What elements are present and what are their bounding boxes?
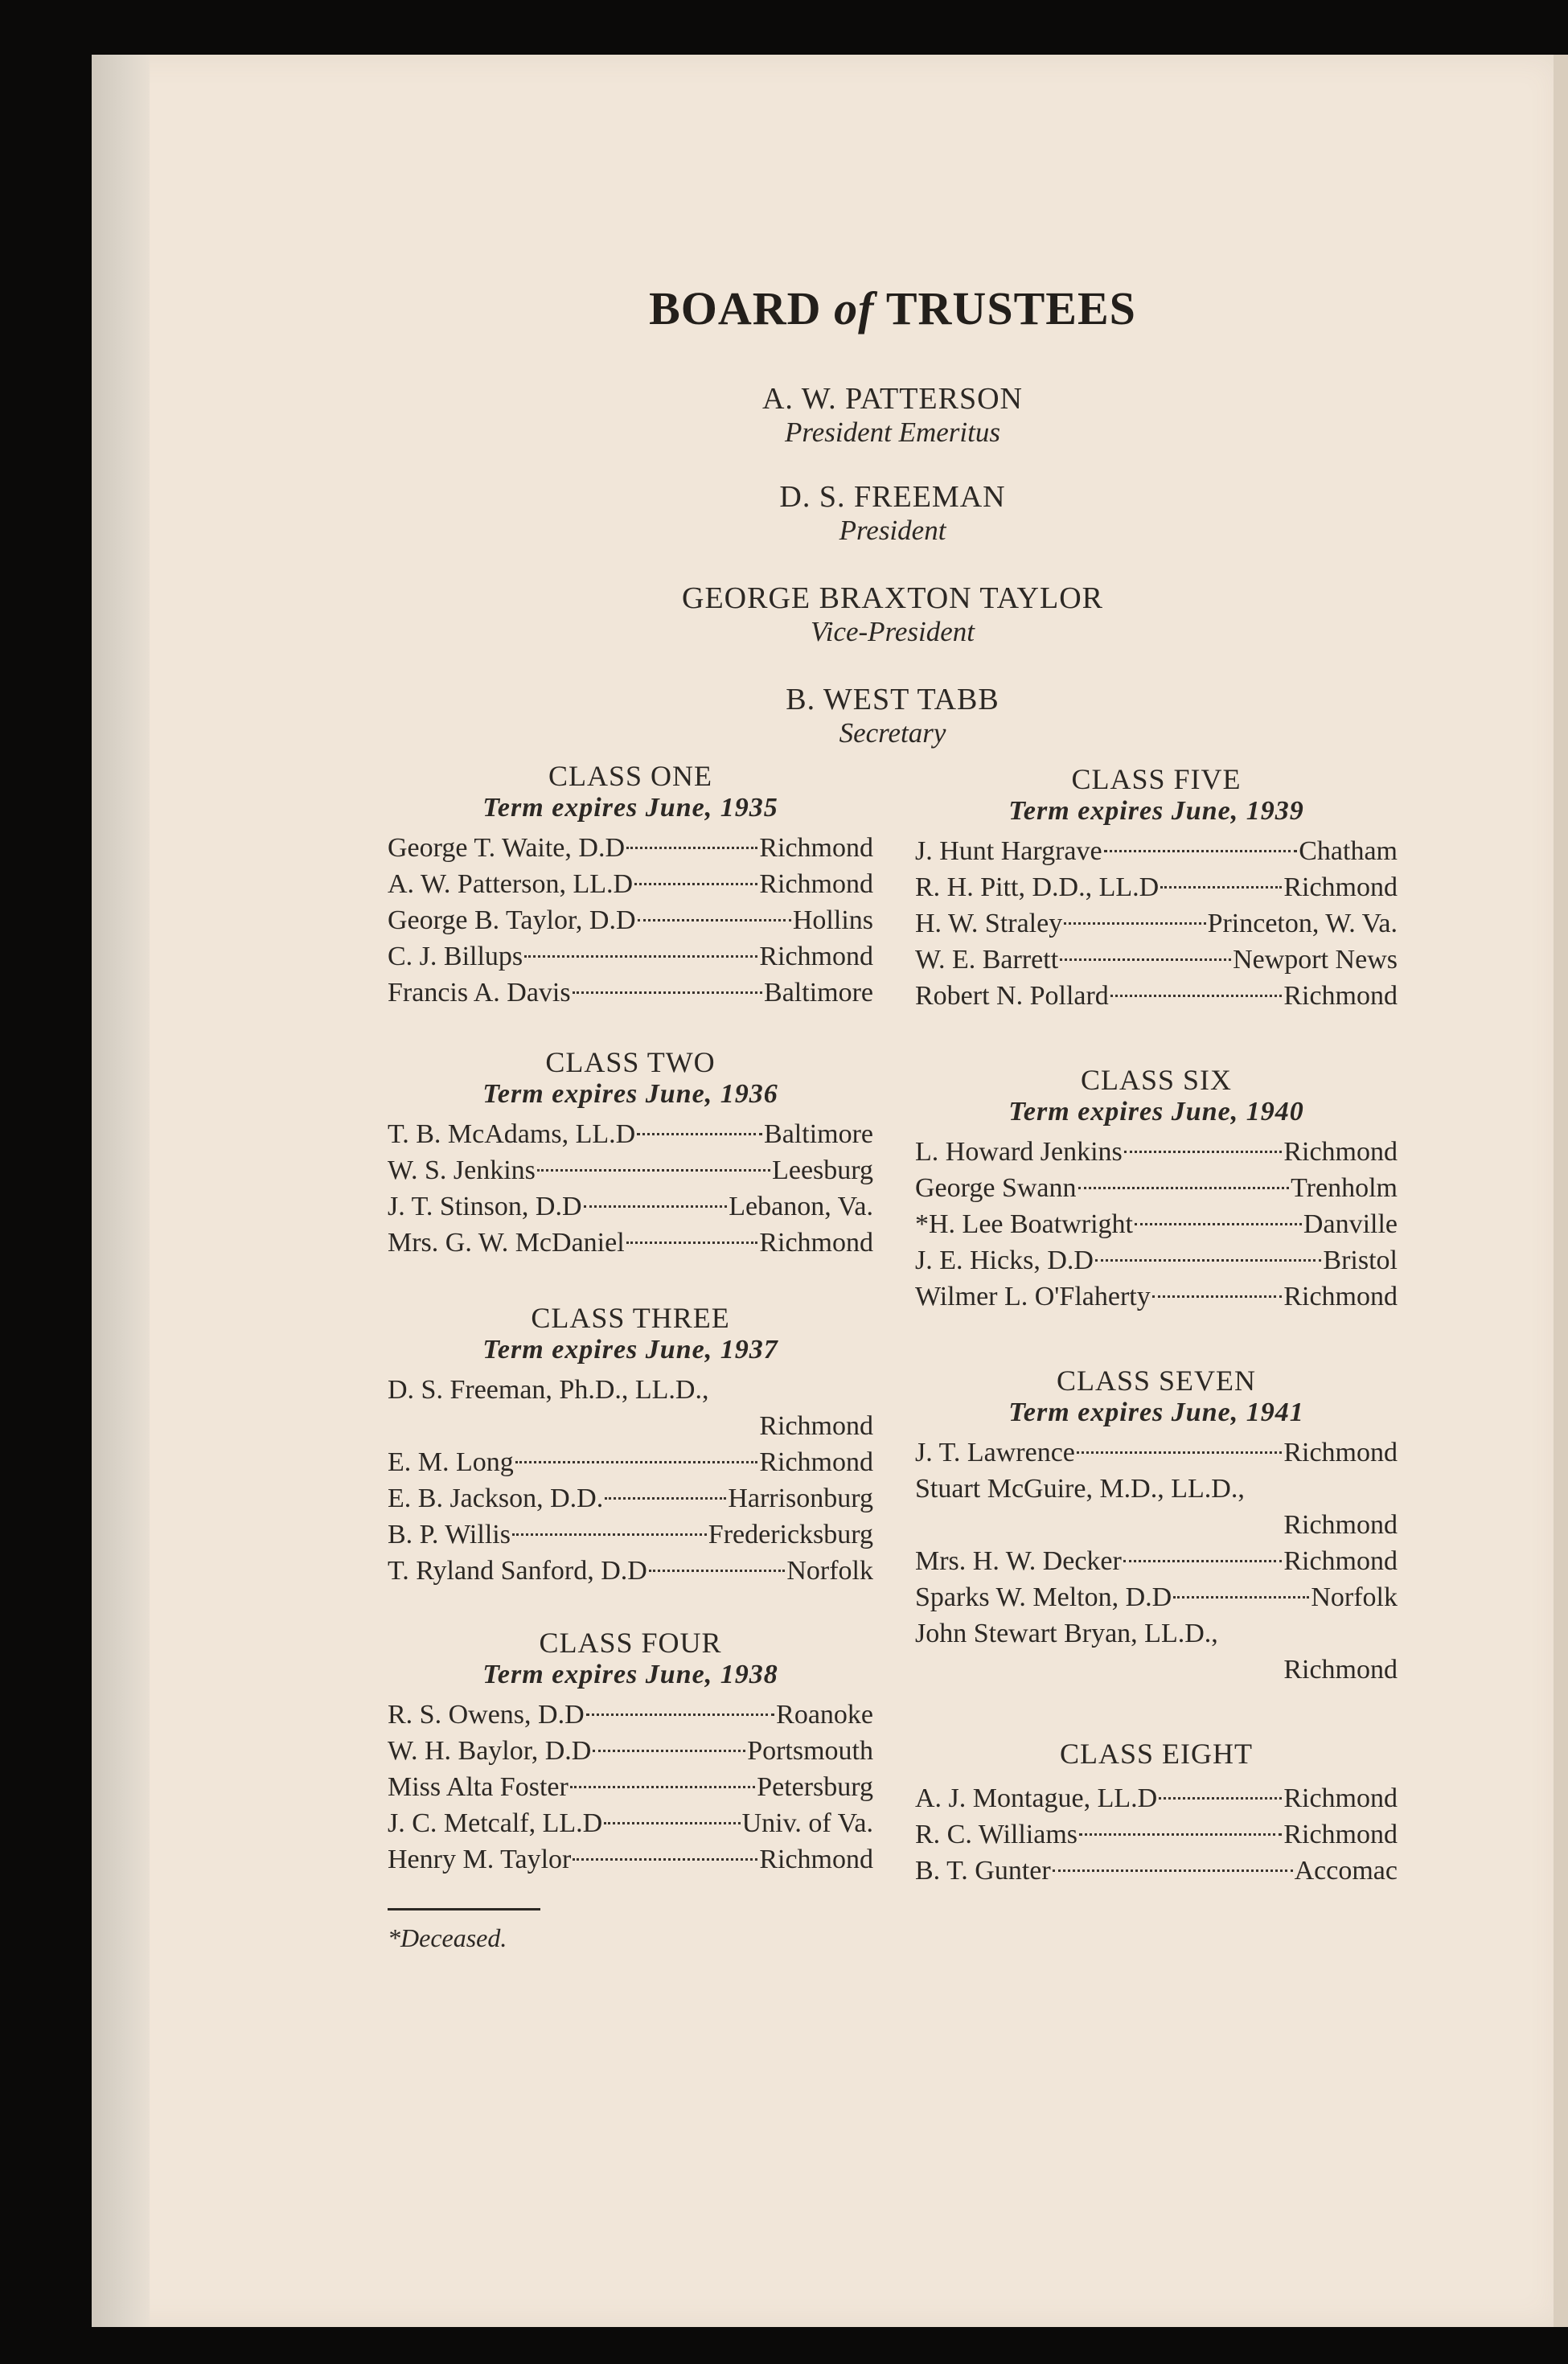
list-item [388, 938, 873, 975]
list-item [915, 1853, 1398, 1889]
member-name: Mrs. G. W. McDaniel [388, 1228, 625, 1258]
officer-block-president-emeritus [547, 381, 1238, 449]
title-end: TRUSTEES [885, 282, 1136, 334]
member-name: R. C. Williams [915, 1820, 1078, 1849]
list-item [915, 1579, 1398, 1615]
list-item [915, 1615, 1398, 1688]
member-name: George B. Taylor, D.D [388, 905, 636, 935]
member-name: George T. Waite, D.D [388, 833, 626, 863]
member-place: Petersburg [757, 1772, 873, 1802]
class-term: Term expires June, 1941 [1008, 1397, 1304, 1427]
officer-block-vice-president [547, 581, 1238, 648]
class-two [388, 1045, 873, 1261]
list-item [388, 1805, 873, 1841]
member-place: Richmond [1283, 872, 1398, 902]
member-place: Richmond [759, 869, 873, 899]
member-name: Sparks W. Melton, D.D [915, 1582, 1172, 1612]
class-eight [915, 1737, 1398, 1889]
member-name: J. T. Stinson, D.D [388, 1192, 582, 1221]
member-name: E. B. Jackson, D.D. [388, 1484, 604, 1513]
member-name: A. J. Montague, LL.D [915, 1783, 1158, 1813]
member-place: Richmond [759, 1845, 873, 1874]
list-item [915, 1816, 1398, 1853]
list-item [915, 1471, 1398, 1543]
member-place: Richmond [1283, 1655, 1398, 1685]
list-item [388, 830, 873, 866]
page-title [547, 281, 1238, 335]
list-item [388, 902, 873, 938]
officer-name: GEORGE BRAXTON TAYLOR [682, 581, 1103, 615]
title-main: BOARD [649, 282, 822, 334]
member-place: Accomac [1294, 1856, 1398, 1886]
member-name: B. T. Gunter [915, 1856, 1051, 1886]
member-name: George Swann [915, 1173, 1077, 1203]
list-item [915, 833, 1398, 869]
class-four [388, 1626, 873, 1878]
list-item [915, 978, 1398, 1014]
member-place: Richmond [1283, 1820, 1398, 1849]
member-place: Univ. of Va. [741, 1808, 873, 1838]
member-name: J. E. Hicks, D.D [915, 1246, 1094, 1275]
member-place: Roanoke [776, 1700, 873, 1730]
member-place: Richmond [1283, 1546, 1398, 1576]
class-three [388, 1301, 873, 1589]
list-item [915, 1170, 1398, 1206]
list-item [915, 942, 1398, 978]
member-place: Richmond [759, 942, 873, 971]
member-name: J. Hunt Hargrave [915, 836, 1102, 866]
officer-role: President [839, 515, 946, 546]
list-item [388, 975, 873, 1011]
class-heading: CLASS TWO [545, 1046, 716, 1078]
member-place: Richmond [1283, 1137, 1398, 1167]
list-item [388, 1516, 873, 1553]
officer-role: Vice-President [810, 616, 975, 647]
member-name: Stuart McGuire, M.D., LL.D., [915, 1474, 1245, 1504]
member-name: W. S. Jenkins [388, 1155, 536, 1185]
class-five [915, 762, 1398, 1014]
list-item [388, 1116, 873, 1152]
list-item [915, 1543, 1398, 1579]
title-of: of [834, 282, 875, 334]
list-item [388, 1372, 873, 1444]
list-item [388, 1480, 873, 1516]
class-heading: CLASS EIGHT [1059, 1738, 1253, 1770]
member-place: Fredericksburg [708, 1520, 873, 1549]
class-one [388, 759, 873, 1011]
list-item [388, 1841, 873, 1878]
class-term: Term expires June, 1936 [482, 1079, 778, 1109]
list-item [915, 1134, 1398, 1170]
member-name: W. H. Baylor, D.D [388, 1736, 592, 1766]
class-heading: CLASS SIX [1080, 1064, 1233, 1096]
class-heading: CLASS SEVEN [1056, 1365, 1257, 1397]
footnote: *Deceased. [388, 1923, 507, 1952]
list-item [915, 869, 1398, 905]
list-item [388, 1444, 873, 1480]
member-place: Trenholm [1291, 1173, 1398, 1203]
member-place: Bristol [1323, 1246, 1398, 1275]
list-item [915, 905, 1398, 942]
member-place: Princeton, W. Va. [1207, 909, 1398, 938]
class-term: Term expires June, 1939 [1008, 796, 1304, 826]
list-item [915, 1278, 1398, 1315]
class-heading: CLASS FOUR [539, 1627, 722, 1659]
member-name: John Stewart Bryan, LL.D., [915, 1619, 1218, 1648]
member-place: Richmond [1283, 1510, 1398, 1540]
facing-page-edge [1554, 55, 1568, 2327]
member-name: E. M. Long [388, 1447, 514, 1477]
member-place: Norfolk [786, 1556, 873, 1586]
member-name: Francis A. Davis [388, 978, 571, 1008]
member-place: Richmond [759, 1228, 873, 1258]
list-item [388, 1152, 873, 1188]
member-name: Miss Alta Foster [388, 1772, 569, 1802]
officer-name: A. W. PATTERSON [761, 382, 1023, 416]
class-heading: CLASS FIVE [1071, 763, 1242, 795]
list-item [915, 1434, 1398, 1471]
class-seven [915, 1364, 1398, 1688]
list-item [915, 1780, 1398, 1816]
list-item [388, 1733, 873, 1769]
member-name: Henry M. Taylor [388, 1845, 572, 1874]
member-place: Danville [1303, 1209, 1398, 1239]
list-item [388, 1225, 873, 1261]
member-place: Richmond [1283, 981, 1398, 1011]
list-item [915, 1206, 1398, 1242]
member-place: Richmond [759, 1447, 873, 1477]
class-heading: CLASS ONE [548, 760, 713, 792]
member-name: D. S. Freeman, Ph.D., LL.D., [388, 1375, 709, 1405]
member-name: Mrs. H. W. Decker [915, 1546, 1122, 1576]
member-place: Richmond [1283, 1282, 1398, 1311]
member-name: T. B. McAdams, LL.D [388, 1119, 636, 1149]
class-term: Term expires June, 1938 [482, 1660, 778, 1689]
member-place: Norfolk [1311, 1582, 1398, 1612]
member-place: Lebanon, Va. [729, 1192, 873, 1221]
member-name: Robert N. Pollard [915, 981, 1109, 1011]
officer-role: President Emeritus [785, 417, 1000, 448]
member-name: T. Ryland Sanford, D.D [388, 1556, 647, 1586]
member-name: L. Howard Jenkins [915, 1137, 1123, 1167]
page-edge [92, 55, 150, 2327]
list-item [915, 1242, 1398, 1278]
member-name: J. C. Metcalf, LL.D [388, 1808, 603, 1838]
member-name: R. S. Owens, D.D [388, 1700, 585, 1730]
member-place: Richmond [1283, 1783, 1398, 1813]
member-name: H. W. Straley [915, 909, 1063, 938]
class-heading: CLASS THREE [531, 1302, 730, 1334]
list-item [388, 866, 873, 902]
member-place: Harrisonburg [728, 1484, 873, 1513]
officer-name: B. WEST TABB [786, 683, 999, 716]
list-item [388, 1188, 873, 1225]
officer-role: Secretary [839, 717, 946, 749]
member-place: Baltimore [764, 978, 873, 1008]
member-name: C. J. Billups [388, 942, 523, 971]
member-place: Newport News [1233, 945, 1398, 975]
member-place: Chatham [1299, 836, 1398, 866]
list-item [388, 1769, 873, 1805]
member-name: B. P. Willis [388, 1520, 511, 1549]
member-name: *H. Lee Boatwright [915, 1209, 1133, 1239]
footnote-rule [388, 1908, 540, 1910]
member-place: Baltimore [764, 1119, 873, 1149]
member-place: Portsmouth [747, 1736, 873, 1766]
member-place: Richmond [1283, 1438, 1398, 1467]
officer-block-secretary [547, 682, 1238, 749]
member-name: R. H. Pitt, D.D., LL.D [915, 872, 1160, 902]
member-place: Richmond [759, 1411, 873, 1441]
list-item [388, 1553, 873, 1589]
officer-name: D. S. FREEMAN [779, 480, 1006, 514]
member-name: J. T. Lawrence [915, 1438, 1075, 1467]
member-place: Hollins [792, 905, 873, 935]
class-six [915, 1063, 1398, 1315]
member-name: Wilmer L. O'Flaherty [915, 1282, 1151, 1311]
officer-block-president [547, 479, 1238, 547]
member-name: W. E. Barrett [915, 945, 1059, 975]
list-item [388, 1697, 873, 1733]
class-term: Term expires June, 1937 [482, 1335, 778, 1365]
class-term: Term expires June, 1935 [482, 793, 778, 823]
member-name: A. W. Patterson, LL.D [388, 869, 634, 899]
class-term: Term expires June, 1940 [1008, 1097, 1304, 1127]
member-place: Leesburg [772, 1155, 873, 1185]
member-place: Richmond [759, 833, 873, 863]
